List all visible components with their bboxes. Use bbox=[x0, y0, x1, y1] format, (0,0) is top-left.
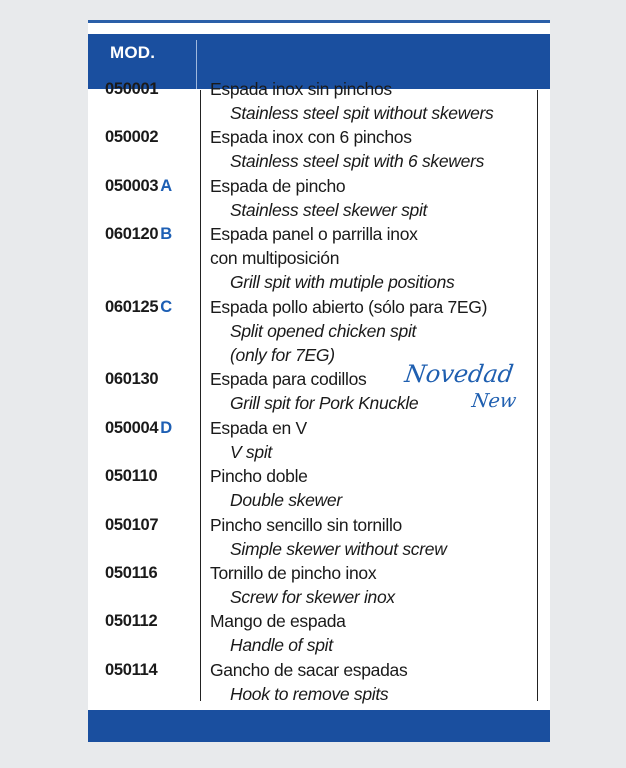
english-description: Hook to remove spits bbox=[230, 683, 389, 704]
model-suffix-letter: B bbox=[160, 225, 172, 244]
model-code bbox=[105, 222, 172, 246]
english-description: Simple skewer without screw bbox=[230, 538, 447, 559]
model-code bbox=[105, 295, 172, 319]
english-description: Stainless steel spit without skewers bbox=[230, 103, 494, 123]
spanish-description: Espada panel o parrilla inox bbox=[210, 224, 418, 245]
english-description: (only for 7EG) bbox=[230, 344, 335, 365]
model-code bbox=[105, 658, 157, 682]
right-border bbox=[537, 90, 538, 701]
new-badge: New bbox=[470, 390, 518, 412]
model-number: 050107 bbox=[105, 515, 159, 534]
product-table bbox=[88, 20, 550, 742]
model-code bbox=[105, 174, 172, 198]
item-description bbox=[210, 222, 455, 294]
model-number: 050001 bbox=[105, 80, 159, 98]
model-code bbox=[105, 561, 157, 585]
english-description: Grill spit for Pork Knuckle bbox=[230, 393, 419, 414]
model-suffix-letter: D bbox=[160, 418, 172, 437]
item-description bbox=[210, 416, 307, 464]
spanish-description: Espada pollo abierto (sólo para 7EG) bbox=[210, 296, 488, 317]
model-number: 050003 bbox=[105, 176, 159, 195]
model-number: 060125 bbox=[105, 297, 159, 316]
model-code bbox=[105, 609, 157, 633]
english-description: Split opened chicken spit bbox=[230, 320, 417, 341]
model-number: 050004 bbox=[105, 418, 159, 437]
english-description: Handle of spit bbox=[230, 635, 333, 656]
english-description: Grill spit with mutiple positions bbox=[230, 272, 455, 293]
model-code bbox=[105, 367, 158, 391]
spanish-description: Gancho de sacar espadas bbox=[210, 659, 408, 680]
item-description bbox=[210, 513, 447, 561]
header-divider bbox=[196, 40, 197, 89]
model-code bbox=[105, 125, 158, 149]
model-suffix-letter: C bbox=[160, 297, 172, 316]
spanish-description: Espada en V bbox=[210, 417, 307, 438]
item-description bbox=[210, 367, 418, 415]
novedad-badge: Novedad bbox=[403, 360, 516, 388]
top-rule bbox=[88, 20, 550, 23]
model-code bbox=[105, 416, 172, 440]
spanish-description: Espada de pincho bbox=[210, 175, 346, 196]
english-description: Stainless steel spit with 6 skewers bbox=[230, 151, 485, 172]
column-divider bbox=[200, 90, 201, 701]
model-number: 050112 bbox=[105, 612, 158, 631]
item-description bbox=[210, 174, 427, 222]
spanish-description: Tornillo de pincho inox bbox=[210, 563, 377, 583]
model-number: 050114 bbox=[105, 660, 158, 679]
model-number: 060120 bbox=[105, 225, 159, 244]
spanish-description: Espada inox sin pinchos bbox=[210, 79, 392, 99]
footer-bar bbox=[88, 710, 550, 742]
item-description bbox=[210, 125, 484, 173]
model-number: 050116 bbox=[105, 564, 158, 582]
model-code bbox=[105, 77, 158, 101]
item-description bbox=[210, 464, 342, 512]
model-number: 050002 bbox=[105, 128, 159, 147]
spanish-description: Pincho doble bbox=[210, 466, 308, 487]
english-description: Screw for skewer inox bbox=[230, 587, 395, 607]
mod-column-header: MOD. bbox=[110, 43, 156, 62]
model-number: 050110 bbox=[105, 467, 158, 486]
item-description bbox=[210, 609, 346, 657]
spanish-description: Espada para codillos bbox=[210, 369, 367, 390]
english-description: V spit bbox=[230, 441, 272, 462]
model-suffix-letter: A bbox=[160, 176, 172, 195]
english-description: Stainless steel skewer spit bbox=[230, 199, 428, 220]
item-description bbox=[210, 658, 407, 706]
english-description: Double skewer bbox=[230, 490, 342, 511]
spanish-description: con multiposición bbox=[210, 248, 340, 269]
item-description bbox=[210, 77, 493, 125]
item-description bbox=[210, 295, 487, 367]
spanish-description: Mango de espada bbox=[210, 611, 346, 632]
spanish-description: Pincho sencillo sin tornillo bbox=[210, 514, 402, 535]
spanish-description: Espada inox con 6 pinchos bbox=[210, 127, 412, 148]
item-description bbox=[210, 561, 395, 609]
model-code bbox=[105, 464, 157, 488]
model-code bbox=[105, 513, 158, 537]
model-number: 060130 bbox=[105, 370, 159, 389]
